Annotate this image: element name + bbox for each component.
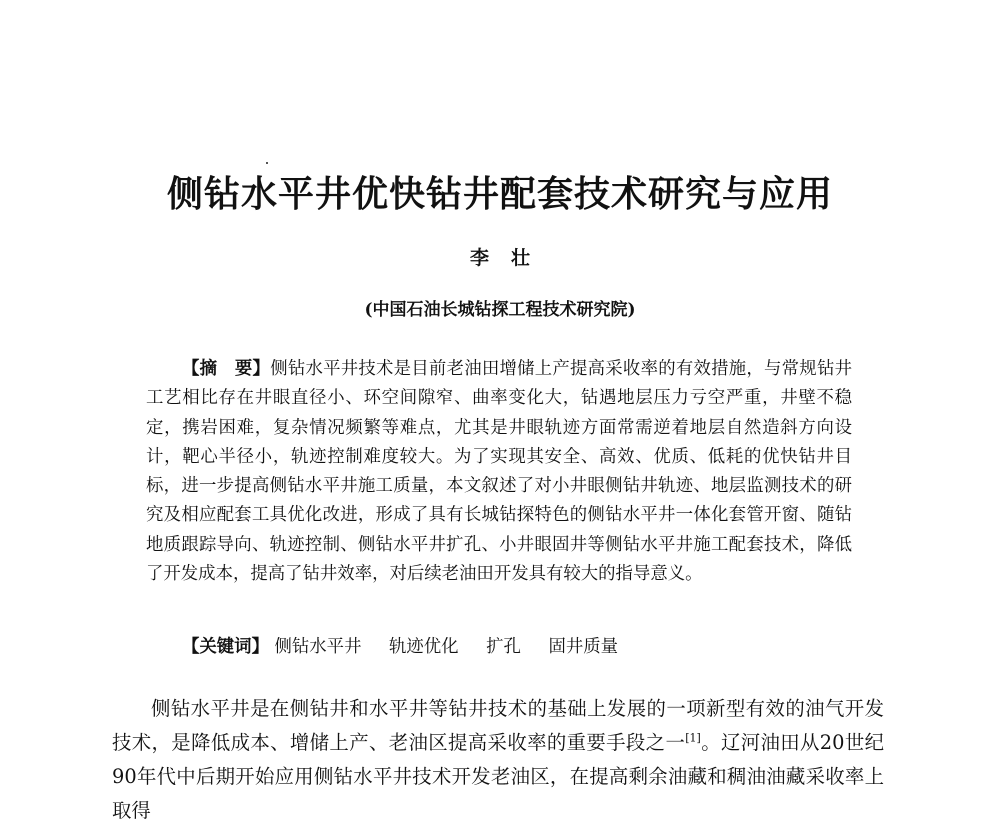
author-name: 李壮 <box>469 247 552 269</box>
citation-marker[interactable]: [1] <box>685 731 701 745</box>
keyword-item: 轨迹优化 <box>389 637 459 657</box>
abstract-text: 侧钻水平井技术是目前老油田增储上产提高采收率的有效措施，与常规钻井工艺相比存在井眼直径小、环空间隙窄、曲率变化大，钻遇地层压力亏空严重，井壁不稳定，携岩困难，复杂情况频繁等难点，尤其是井眼轨迹方面常需逆着地层自然造斜方向设计，靶心半径小，轨迹控制难度较大。为了实现其安全、高效、优质、低耗的优快钻井目标，进一步提高侧钻水平井施工质量，本文叙述了对小井眼侧钻井轨迹、地层监测技术的研究及相应配套工具优化改进，形成了具有长城钻探特色的侧钻水平井一体化套管开窗、随钻地质跟踪导向、轨迹控制、侧钻水平井扩孔、小井眼固井等侧钻水平井施工配套技术，降低了开发成本，提高了钻井效率，对后续老油田开发具有较大的指导意义。 <box>146 359 852 585</box>
keywords-line <box>182 634 862 660</box>
body-paragraph <box>112 692 884 828</box>
abstract-label: 【摘 要】 <box>182 359 271 379</box>
keyword-item: 侧钻水平井 <box>274 637 362 657</box>
scan-speck <box>266 162 268 164</box>
keyword-item: 固井质量 <box>548 637 619 657</box>
abstract-paragraph <box>146 355 852 589</box>
keywords-label: 【关键词】 <box>182 637 269 657</box>
keyword-item: 扩孔 <box>486 637 521 657</box>
body-text-part-1: 侧钻水平井是在侧钻井和水平井等钻井技术的基础上发展的一项新型有效的油气开发技术，是降低成本、增储上产、老油区提高采收率的重要手段之一 <box>112 697 884 754</box>
body-text-part-2: 。辽河油田从20世纪90年代中后期开始应用侧钻水平井技术开发老油区，在提高剩余油藏和稠油油藏采收率上取得 <box>112 731 884 822</box>
author-affiliation: (中国石油长城钻探工程技术研究院) <box>364 300 636 320</box>
paper-title: 侧钻水平井优快钻井配套技术研究与应用 <box>166 174 833 215</box>
